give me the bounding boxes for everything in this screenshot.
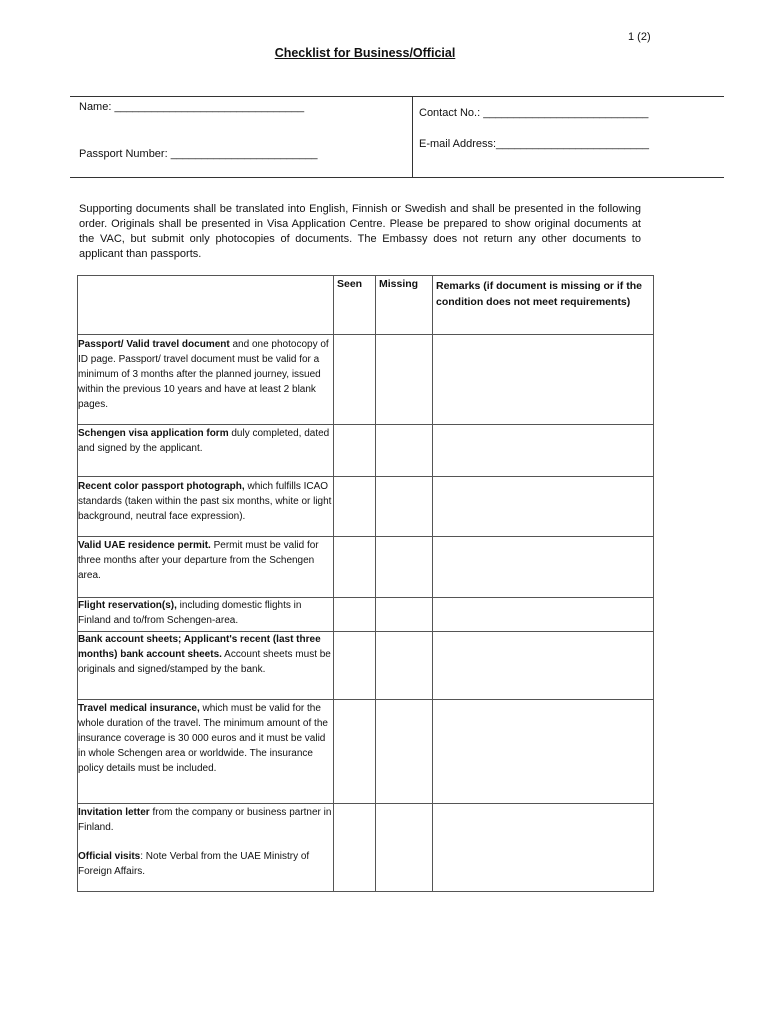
header-seen: Seen (334, 276, 376, 335)
remarks-cell[interactable] (433, 477, 654, 537)
document-description: from the company or business partner in Finland. (78, 807, 332, 833)
checklist-table (77, 275, 654, 892)
remarks-cell[interactable] (433, 804, 654, 892)
missing-cell[interactable] (376, 804, 433, 892)
divider-vertical (412, 96, 413, 178)
document-description: which must be valid for the whole duration of the travel. The minimum amount of the insurance coverage is 30 000 euros and it must be valid in whole Schengen area or worldwide. The insurance policy details must be included. (78, 703, 328, 774)
missing-cell[interactable] (376, 632, 433, 700)
missing-cell[interactable] (376, 537, 433, 598)
remarks-cell[interactable] (433, 537, 654, 598)
seen-cell[interactable] (334, 477, 376, 537)
table-row (78, 700, 654, 804)
document-title: Travel medical insurance, (78, 703, 200, 714)
document-description: which fulfills ICAO standards (taken within the past six months, white or light background, neutral face expression). (78, 481, 332, 522)
seen-cell[interactable] (334, 598, 376, 632)
document-description: Permit must be valid for three months after your departure from the Schengen area. (78, 540, 319, 581)
table-row (78, 425, 654, 477)
document-description: including domestic flights in Finland and to/from Schengen-area. (78, 600, 302, 626)
document-description: Account sheets must be originals and signed/stamped by the bank. (78, 649, 331, 675)
document-title: Invitation letter (78, 807, 150, 818)
document-cell (78, 700, 334, 804)
table-row (78, 632, 654, 700)
table-row (78, 598, 654, 632)
page-number: 1 (2) (628, 31, 651, 43)
seen-cell[interactable] (334, 700, 376, 804)
divider-bottom (70, 177, 724, 178)
table-row (78, 804, 654, 892)
page-title: Checklist for Business/Official (274, 46, 456, 60)
missing-cell[interactable] (376, 425, 433, 477)
header-missing: Missing (376, 276, 433, 335)
document-title: Valid UAE residence permit. (78, 540, 211, 551)
header-document (78, 276, 334, 335)
remarks-cell[interactable] (433, 425, 654, 477)
table-row (78, 477, 654, 537)
document-description: duly completed, dated and signed by the applicant. (78, 428, 330, 454)
missing-cell[interactable] (376, 700, 433, 804)
document-cell (78, 632, 334, 700)
remarks-cell[interactable] (433, 700, 654, 804)
document-cell (78, 335, 334, 425)
remarks-cell[interactable] (433, 335, 654, 425)
table-row (78, 335, 654, 425)
table-row (78, 537, 654, 598)
divider-top (70, 96, 724, 97)
header-remarks: Remarks (if document is missing or if the condition does not meet requirements) (433, 276, 654, 335)
contact-number-field[interactable]: Contact No.: ___________________________ (419, 107, 649, 119)
document-cell (78, 425, 334, 477)
document-title: Recent color passport photograph, (78, 481, 245, 492)
document-title: Schengen visa application form (78, 428, 229, 439)
document-cell (78, 477, 334, 537)
missing-cell[interactable] (376, 335, 433, 425)
remarks-cell[interactable] (433, 632, 654, 700)
seen-cell[interactable] (334, 335, 376, 425)
intro-paragraph: Supporting documents shall be translated into English, Finnish or Swedish and shall be presented in the following order. Originals shall be presented in Visa Application Centre. Please be prepared to show original documents at the VAC, but submit only photocopies of documents. The Embassy does not return any other documents to applicant than passports. (79, 203, 641, 260)
seen-cell[interactable] (334, 804, 376, 892)
passport-number-field[interactable]: Passport Number: ________________________ (79, 148, 318, 160)
seen-cell[interactable] (334, 632, 376, 700)
document-cell (78, 598, 334, 632)
document-title: Passport/ Valid travel document (78, 339, 230, 350)
seen-cell[interactable] (334, 425, 376, 477)
document-description: and one photocopy of ID page. Passport/ travel document must be valid for a minimum of 3 months after the planned journey, issued within the previous 10 years and have at least 2 blank pages. (78, 339, 329, 410)
document-description-official: : Note Verbal from the UAE Ministry of Foreign Affairs. (78, 851, 310, 877)
document-title-official: Official visits (78, 851, 141, 862)
seen-cell[interactable] (334, 537, 376, 598)
document-cell (78, 804, 334, 892)
document-title: Flight reservation(s), (78, 600, 177, 611)
missing-cell[interactable] (376, 598, 433, 632)
document-title: Bank account sheets; Applicant's recent (last three months) bank account sheets. (78, 634, 321, 660)
name-field[interactable]: Name: _______________________________ (79, 101, 305, 113)
table-header-row (78, 276, 654, 335)
missing-cell[interactable] (376, 477, 433, 537)
remarks-cell[interactable] (433, 598, 654, 632)
email-address-field[interactable]: E-mail Address:_________________________ (419, 138, 649, 150)
document-cell (78, 537, 334, 598)
